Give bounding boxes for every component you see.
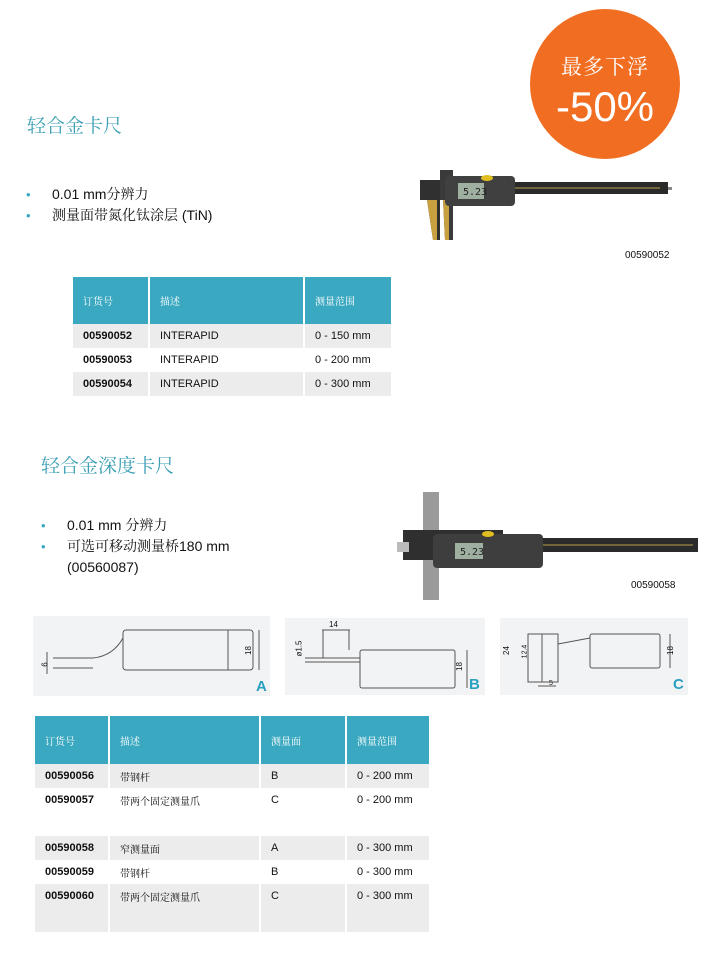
- diagram-letter: B: [469, 676, 480, 693]
- diagram-c: [500, 618, 688, 695]
- dim-label: 5: [549, 680, 553, 687]
- table-spacer-row: [35, 812, 429, 836]
- table-row: 00590056 带钢杆 B 0 - 200 mm: [35, 764, 429, 788]
- table-row: 00590053 INTERAPID 0 - 200 mm: [83, 354, 371, 366]
- col-header: 测量范围: [305, 277, 391, 324]
- dim-label: 24: [501, 646, 511, 655]
- bullet-item: • 可选可移动测量桥180 mm: [41, 538, 230, 554]
- col-header: 测量面: [261, 716, 345, 764]
- section1-bullets: [26, 184, 212, 226]
- dim-label: 14: [329, 620, 338, 629]
- table-row: 00590054 INTERAPID 0 - 300 mm: [73, 372, 391, 396]
- dim-label: 6: [40, 662, 50, 667]
- image-caption-2: 00590058: [631, 580, 676, 591]
- product-table-1: [71, 277, 393, 396]
- section2-title: 轻合金深度卡尺: [41, 455, 175, 477]
- table-row: 00590059 带钢杆 B 0 - 300 mm: [45, 866, 413, 880]
- diagram-letter: C: [673, 676, 684, 693]
- bullet-item: (00560087): [67, 559, 139, 575]
- col-header: 订货号: [35, 716, 108, 764]
- table-filler-row: [35, 908, 429, 932]
- diagram-b: [285, 618, 485, 695]
- dim-label: 12.4: [521, 644, 529, 659]
- svg-text:5.23: 5.23: [463, 187, 488, 198]
- dim-label: 18: [454, 662, 464, 671]
- col-header: 描述: [150, 277, 303, 324]
- bullet-item: • 0.01 mm 分辨力: [41, 517, 168, 533]
- badge-text: 最多下浮: [561, 55, 649, 79]
- dim-label: 18: [665, 646, 675, 655]
- diagram-letter: A: [256, 678, 267, 695]
- section2-bullets: [41, 515, 230, 578]
- col-header: 描述: [110, 716, 259, 764]
- diagram-a: [33, 616, 270, 696]
- discount-badge: [530, 9, 680, 159]
- col-header: 测量范围: [347, 716, 429, 764]
- svg-text:5.23: 5.23: [460, 547, 485, 558]
- table-row: 00590052 INTERAPID 0 - 150 mm: [73, 324, 391, 348]
- table-row: 00590060 带两个固定测量爪 C 0 - 300 mm: [35, 884, 429, 908]
- dim-label: 18: [243, 646, 253, 655]
- image-caption-1: 00590052: [625, 250, 670, 261]
- bullet-item: • 0.01 mm分辨力: [26, 186, 149, 202]
- badge-percent: -50%: [555, 83, 655, 130]
- caliper-image: [415, 160, 680, 245]
- table-row: 00590058 窄测量面 A 0 - 300 mm: [35, 836, 429, 860]
- col-header: 订货号: [73, 277, 148, 324]
- table-row: 00590057 带两个固定测量爪 C 0 - 200 mm: [45, 794, 413, 808]
- product-table-2: [33, 716, 431, 932]
- dim-label: ø1.5: [294, 640, 304, 657]
- section1-title: 轻合金卡尺: [27, 115, 123, 137]
- bullet-item: • 测量面带氮化钛涂层 (TiN): [26, 207, 213, 223]
